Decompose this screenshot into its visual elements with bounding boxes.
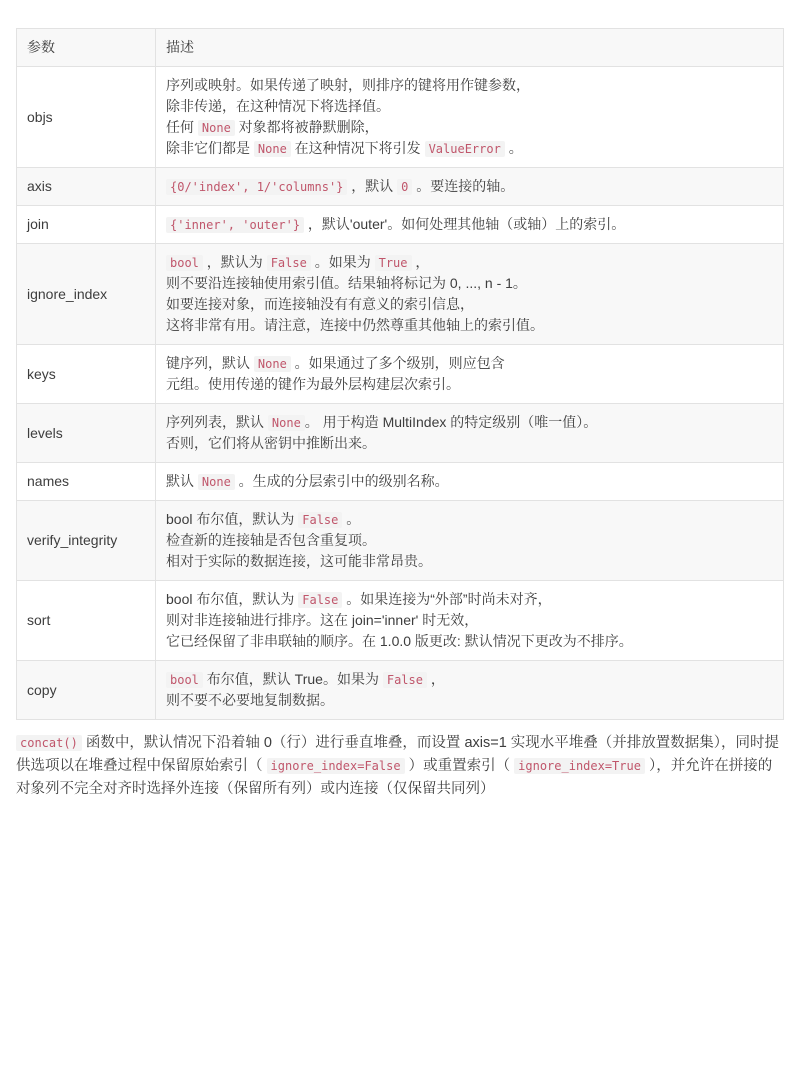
inline-code: True xyxy=(375,255,412,271)
param-description: 序列列表，默认 None 。 用于构造 MultiIndex 的特定级别（唯一值）。 否则，它们将从密钥中推断出来。 xyxy=(156,404,784,463)
inline-code: {'inner', 'outer'} xyxy=(166,217,304,233)
table-body xyxy=(17,67,784,720)
inline-code: bool xyxy=(166,255,203,271)
table-row xyxy=(17,581,784,661)
param-description: bool 布尔值，默认 True。如果为 False ， 则不要不必要地复制数据。 xyxy=(156,661,784,720)
table-row xyxy=(17,661,784,720)
table-row xyxy=(17,67,784,168)
summary-paragraph: concat() 函数中，默认情况下沿着轴 0（行）进行垂直堆叠，而设置 axis=1 实现水平堆叠（并排放置数据集），同时提供选项以在堆叠过程中保留原始索引（ ignore_index=False ）或重置索引（ ignore_index=True ），并允许在拼接的对象列不完全对齐时选择外连接（保留所有列）或内连接（仅保留共同列） xyxy=(16,735,780,797)
inline-code: False xyxy=(383,672,427,688)
param-name: copy xyxy=(17,661,156,720)
inline-code: ignore_index=False xyxy=(267,758,405,774)
inline-code: 0 xyxy=(397,179,412,195)
inline-code: None xyxy=(198,474,235,490)
table-row xyxy=(17,206,784,244)
param-name: levels xyxy=(17,404,156,463)
param-name: keys xyxy=(17,345,156,404)
param-description: 键序列，默认 None 。如果通过了多个级别，则应包含 元组。使用传递的键作为最外层构建层次索引。 xyxy=(156,345,784,404)
inline-code: False xyxy=(267,255,311,271)
param-name: names xyxy=(17,463,156,501)
param-description: 序列或映射。如果传递了映射，则排序的键将用作键参数， 除非传递，在这种情况下将选择值。 任何 None 对象都将被静默删除， 除非它们都是 None 在这种情况下将引发 ValueError 。 xyxy=(156,67,784,168)
param-description: 默认 None 。生成的分层索引中的级别名称。 xyxy=(156,463,784,501)
inline-code: ValueError xyxy=(425,141,505,157)
inline-code: ignore_index=True xyxy=(514,758,645,774)
param-name: axis xyxy=(17,168,156,206)
param-name: join xyxy=(17,206,156,244)
param-description: bool 布尔值，默认为 False 。如果连接为“外部”时尚未对齐， 则对非连接轴进行排序。这在 join='inner' 时无效， 它已经保留了非串联轴的顺序。在 1.0.0 版更改: 默认情况下更改为不排序。 xyxy=(156,581,784,661)
param-description: bool 布尔值，默认为 False 。 检查新的连接轴是否包含重复项。 相对于实际的数据连接，这可能非常昂贵。 xyxy=(156,501,784,581)
inline-code: False xyxy=(298,592,342,608)
table-row xyxy=(17,345,784,404)
table-row xyxy=(17,404,784,463)
inline-code: {0/'index', 1/'columns'} xyxy=(166,179,347,195)
inline-code: bool xyxy=(166,672,203,688)
inline-code: None xyxy=(268,415,305,431)
param-name: ignore_index xyxy=(17,244,156,345)
table-row xyxy=(17,463,784,501)
param-description: {'inner', 'outer'} ，默认'outer'。如何处理其他轴（或轴）上的索引。 xyxy=(156,206,784,244)
inline-code: None xyxy=(254,141,291,157)
table-head xyxy=(17,29,784,67)
inline-code: None xyxy=(198,120,235,136)
param-description: bool ，默认为 False 。如果为 True ， 则不要沿连接轴使用索引值。结果轴将标记为 0, ..., n - 1。 如要连接对象，而连接轴没有有意义的索引信息， 这将非常有用。请注意，连接中仍然尊重其他轴上的索引值。 xyxy=(156,244,784,345)
parameters-table xyxy=(16,28,784,720)
table-header-row xyxy=(17,29,784,67)
param-name: objs xyxy=(17,67,156,168)
table-row xyxy=(17,244,784,345)
param-name: verify_integrity xyxy=(17,501,156,581)
param-name: sort xyxy=(17,581,156,661)
table-row xyxy=(17,501,784,581)
inline-code: None xyxy=(254,356,291,372)
inline-code: concat() xyxy=(16,735,82,751)
param-description: {0/'index', 1/'columns'} ，默认 0 。要连接的轴。 xyxy=(156,168,784,206)
inline-code: False xyxy=(298,512,342,528)
description-column-header: 描述 xyxy=(156,29,784,67)
param-column-header: 参数 xyxy=(17,29,156,67)
table-row xyxy=(17,168,784,206)
